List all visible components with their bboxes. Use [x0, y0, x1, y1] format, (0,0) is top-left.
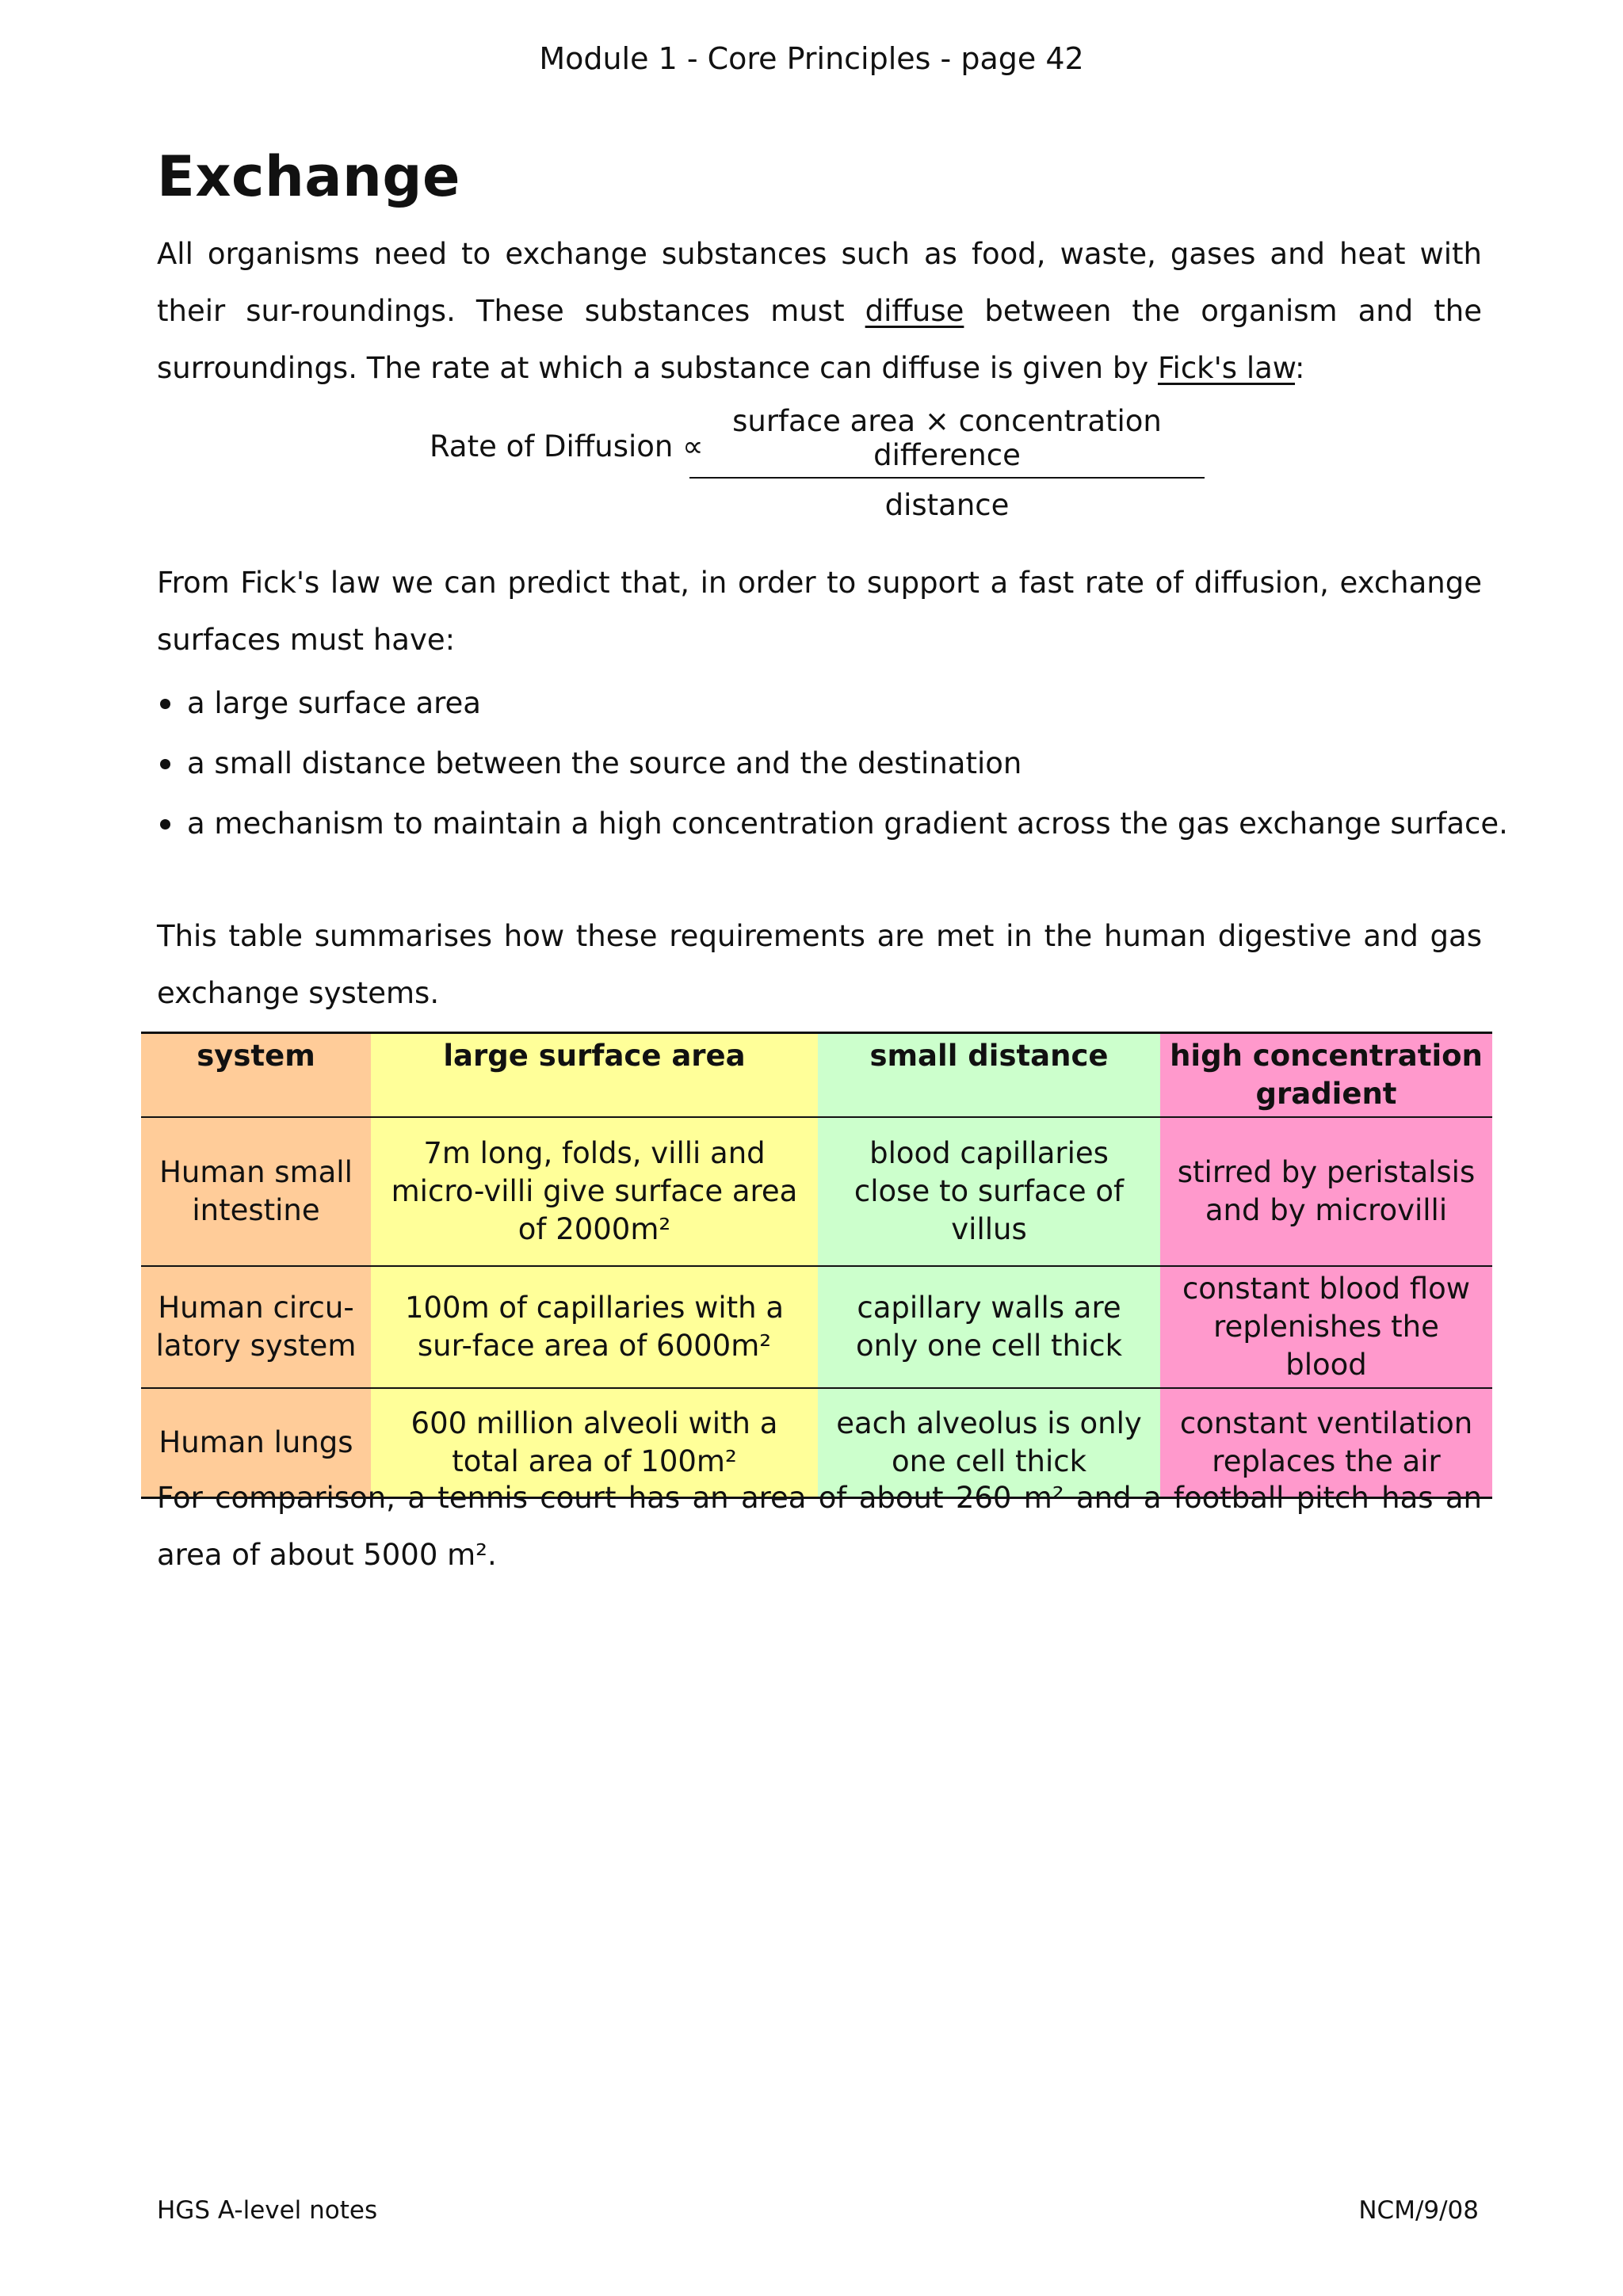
- formula-fraction: [689, 404, 1205, 522]
- page-title: Exchange: [157, 144, 460, 209]
- bullet-icon: [160, 699, 170, 709]
- header-small-distance: small distance: [818, 1033, 1160, 1118]
- diffuse-link[interactable]: diffuse: [865, 294, 964, 328]
- intro-text-end: :: [1295, 351, 1305, 385]
- list-item: [157, 794, 1508, 854]
- formula-denominator: distance: [884, 488, 1010, 522]
- table-row: [141, 1117, 1492, 1266]
- header-system: system: [141, 1033, 371, 1118]
- table-cell: constant ventilation replaces the air: [1160, 1388, 1492, 1498]
- table-cell: 7m long, folds, villi and micro-villi give surface area of 2000m²: [371, 1117, 818, 1266]
- list-item-text: a small distance between the source and the destination: [187, 746, 1022, 780]
- formula-lhs: Rate of Diffusion ∝: [430, 429, 704, 463]
- intro-paragraph: [157, 226, 1482, 397]
- list-item: [157, 673, 1508, 734]
- footer-right: NCM/9/08: [1358, 2196, 1479, 2225]
- prediction-paragraph: From Fick's law we can predict that, in order to support a fast rate of diffusion, exchange surfaces must have:: [157, 566, 1482, 657]
- table-cell: Human lungs: [141, 1388, 371, 1498]
- bullet-icon: [160, 759, 170, 769]
- table-cell: stirred by peristalsis and by microvilli: [1160, 1117, 1492, 1266]
- running-head: Module 1 - Core Principles - page 42: [539, 41, 1084, 76]
- table-row: [141, 1266, 1492, 1388]
- table-cell: each alveolus is only one cell thick: [818, 1388, 1160, 1498]
- header-large-surface-area: large surface area: [371, 1033, 818, 1118]
- list-item-text: a mechanism to maintain a high concentration gradient across the gas exchange surface.: [187, 807, 1508, 841]
- table-cell: 600 million alveoli with a total area of 100m²: [371, 1388, 818, 1498]
- table-cell: capillary walls are only one cell thick: [818, 1266, 1160, 1388]
- table-intro-paragraph: This table summarises how these requirements are met in the human digestive and gas exchange systems.: [157, 919, 1482, 1010]
- table-cell: blood capillaries close to surface of villus: [818, 1117, 1160, 1266]
- table-cell: Human circu-latory system: [141, 1266, 371, 1388]
- list-item: [157, 734, 1508, 794]
- table-cell: 100m of capillaries with a sur-face area of 6000m²: [371, 1266, 818, 1388]
- bullet-icon: [160, 819, 170, 830]
- comparison-paragraph: For comparison, a tennis court has an area of about 260 m² and a football pitch has an area of about 5000 m².: [157, 1481, 1482, 1572]
- footer-left: HGS A-level notes: [157, 2196, 378, 2225]
- list-item-text: a large surface area: [187, 686, 481, 720]
- intro-text-start: All organisms need to exchange substances such as food, waste, gases and heat with their sur-roundings. These substances must: [157, 237, 1482, 328]
- ficks-law-link[interactable]: Fick's law: [1157, 351, 1296, 385]
- table-cell: Human small intestine: [141, 1117, 371, 1266]
- formula-numerator: surface area × concentration difference: [689, 404, 1205, 479]
- table-cell: constant blood flow replenishes the blood: [1160, 1266, 1492, 1388]
- intro-text-middle: between the organism and the surroundings. The rate at which a substance can diffuse is given by: [157, 294, 1482, 385]
- table-header-row: [141, 1033, 1492, 1118]
- exchange-summary-table: [141, 1032, 1492, 1499]
- requirements-list: [157, 673, 1508, 854]
- header-high-concentration-gradient: high concentration gradient: [1160, 1033, 1492, 1118]
- ficks-law-formula: [428, 404, 1220, 522]
